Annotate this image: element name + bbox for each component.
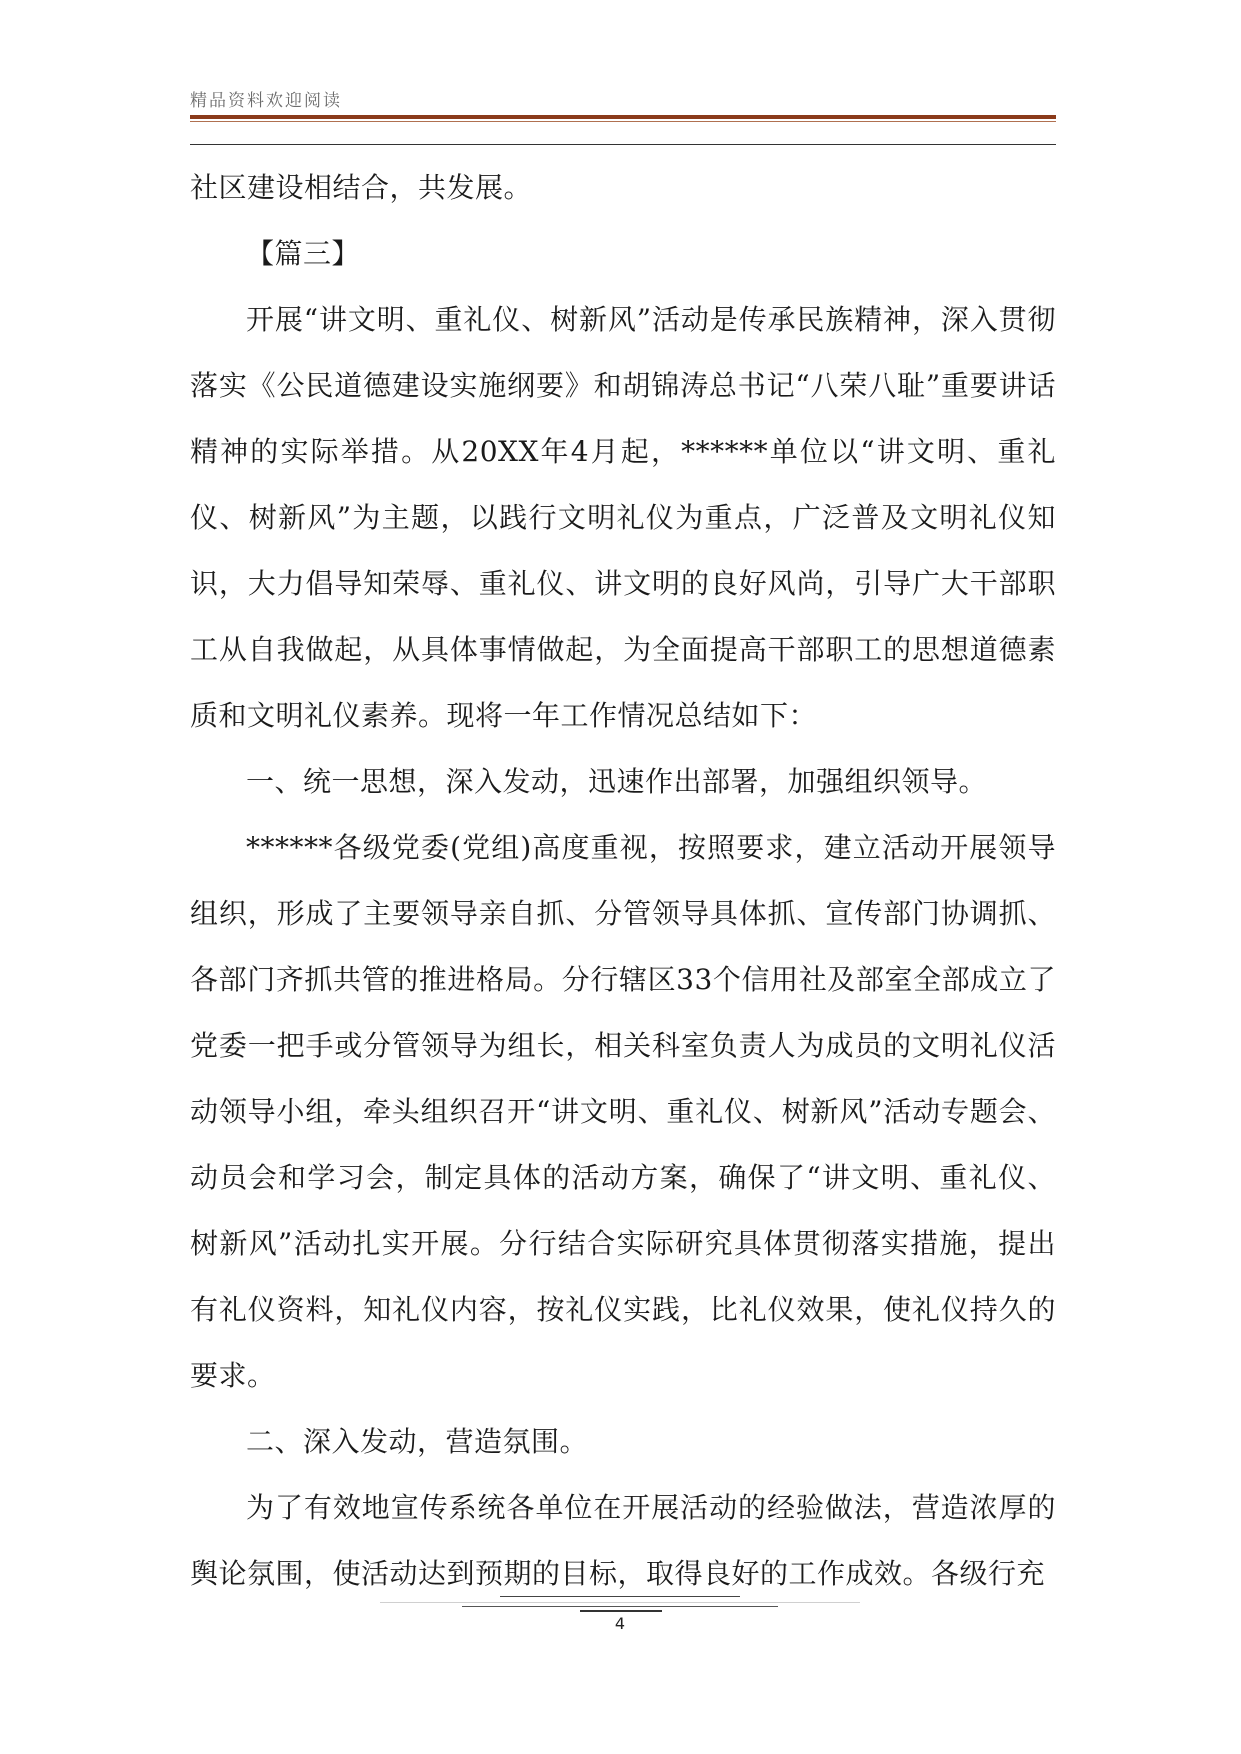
header-rule [190,115,1056,119]
footer-rule [380,1602,860,1603]
paragraph: 社区建设相结合，共发展。 [190,171,533,204]
footer-rule [580,1610,662,1612]
document-body [190,155,1056,1607]
paragraph: 开展“讲文明、重礼仪、树新风”活动是传承民族精神，深入贯彻落实《公民道德建设实施纲要》和胡锦涛总书记“八荣八耻”重要讲话精神的实际举措。从20XX年4月起，******单位以“讲文明、重礼仪、树新风”为主题，以践行文明礼仪为重点，广泛普及文明礼仪知识，大力倡导知荣辱、重礼仪、讲文明的良好风尚，引导广大干部职工从自我做起，从具体事情做起，为全面提高干部职工的思想道德素质和文明礼仪素养。现将一年工作情况总结如下： [190,303,1056,732]
paragraph: 为了有效地宣传系统各单位在开展活动的经验做法，营造浓厚的舆论氛围，使活动达到预期的目标，取得良好的工作成效。各级行充 [190,1491,1056,1590]
paragraph: ******各级党委(党组)高度重视，按照要求，建立活动开展领导组织，形成了主要领导亲自抓、分管领导具体抓、宣传部门协调抓、各部门齐抓共管的推进格局。分行辖区33个信用社及部室全部成立了党委一把手或分管领导为组长，相关科室负责人为成员的文明礼仪活动领导小组，牵头组织召开“讲文明、重礼仪、树新风”活动专题会、动员会和学习会，制定具体的活动方案，确保了“讲文明、重礼仪、树新风”活动扎实开展。分行结合实际研究具体贯彻落实措施，提出有礼仪资料，知礼仪内容，按礼仪实践，比礼仪效果，使礼仪持久的要求。 [190,831,1056,1392]
subsection-heading: 一、统一思想，深入发动，迅速作出部署，加强组织领导。 [246,765,988,798]
header-bottom-rule [190,144,1056,145]
page-number: 4 [614,1614,626,1633]
section-heading: 【篇三】 [246,237,361,270]
page-header-title: 精品资料欢迎阅读 [190,91,342,111]
subsection-heading: 二、深入发动，营造氛围。 [246,1425,589,1458]
footer-rule [500,1596,740,1597]
footer-rule [462,1606,778,1607]
header-rule-thin [190,121,1056,122]
